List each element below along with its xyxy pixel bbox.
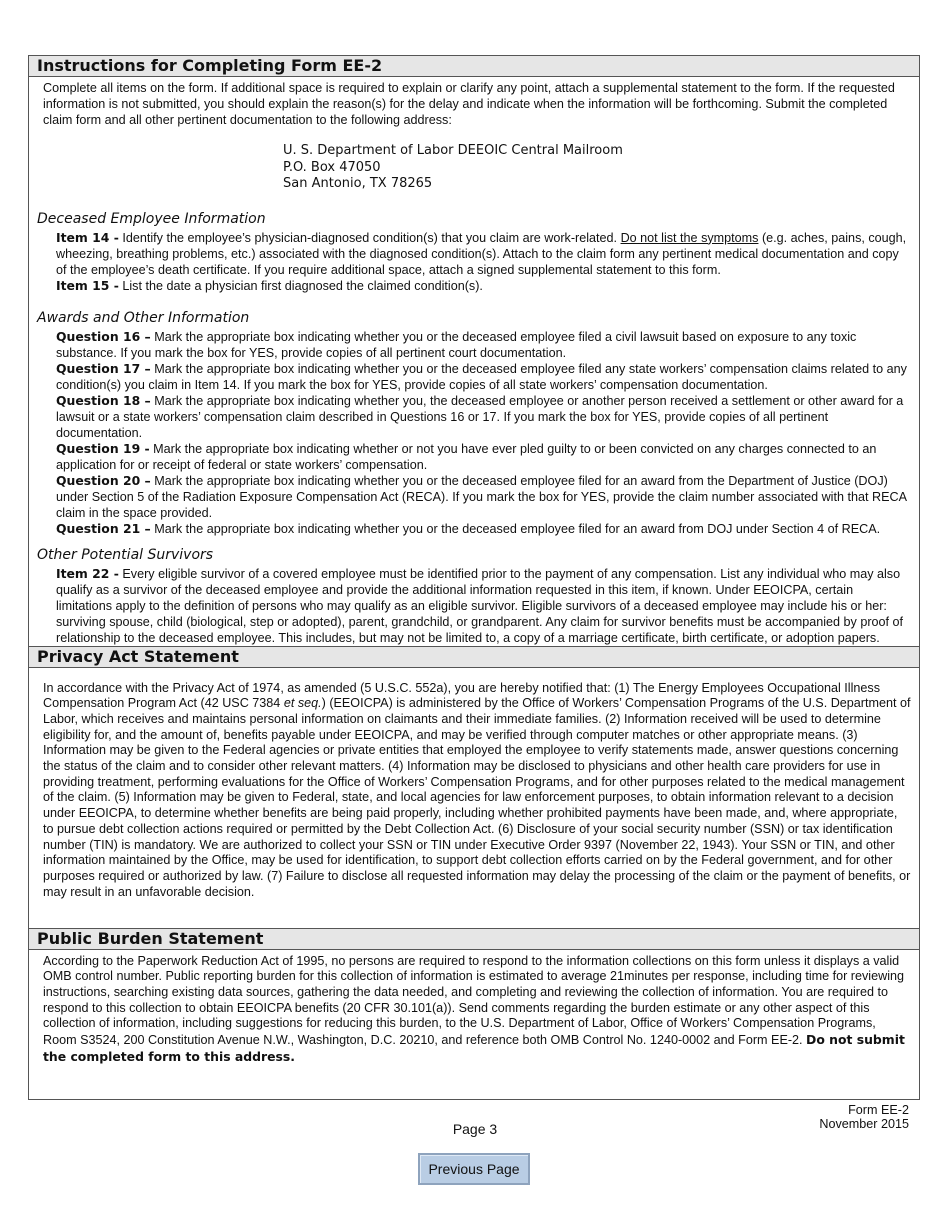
question-21 xyxy=(29,521,919,537)
deceased-heading: Deceased Employee Information xyxy=(37,210,266,227)
item-text: List the date a physician first diagnosed the claimed condition(s). xyxy=(118,278,483,293)
item-text: (e.g. aches, pains, cough, wheezing, breathing problems, etc.) associated with the diagnosed condition(s). Attach to the claim form any pertinent medical documentation and copy of the employee’s death certificate. If you require additional space, attach a signed supplemental statement to this form. xyxy=(56,230,907,277)
item-14 xyxy=(29,230,919,278)
item-text: Identify the employee’s physician-diagnosed condition(s) that you claim are work-related. xyxy=(118,230,621,245)
form-date: November 2015 xyxy=(819,1117,909,1131)
form-id: Form EE-2 xyxy=(848,1103,909,1117)
item-15 xyxy=(29,278,919,294)
previous-page-button[interactable]: Previous Page xyxy=(418,1153,530,1185)
burden-text: According to the Paperwork Reduction Act of 1995, no persons are required to respond to the information collections on this form unless it displays a valid OMB control number. Public reporting burden for this collection of information is estimated to average 21minutes per response, including time for reviewing instructions, searching existing data sources, gathering the data needed, and completing and reviewing the collection of information. You are required to respond to this collection to obtain EEOICPA benefits (20 CFR 30.101(a)). Send comments regarding the burden estimate or any other aspect of this collection of information, including suggestions for reducing this burden, to the U.S. Department of Labor, Office of Workers’ Compensation Programs, Room S3524, 200 Constitution Avenue N.W., Washington, D.C. 20210, and reference both OMB Control No. 1240-0002 and Form EE-2. xyxy=(43,953,905,1048)
question-label: Question 21 – xyxy=(56,520,151,536)
question-text: Mark the appropriate box indicating whether or not you have ever pled guilty to or been convicted on any charges connected to an application for or receipt of federal or state workers’ compensation. xyxy=(56,441,877,472)
privacy-italic: et seq. xyxy=(283,696,322,711)
address-line: P.O. Box 47050 xyxy=(283,159,381,175)
item-label: Item 14 - xyxy=(56,229,119,245)
item-underline: Do not list the symptoms xyxy=(620,230,759,245)
question-20 xyxy=(29,473,919,521)
item-text: Every eligible survivor of a covered employee must be identified prior to the payment of any compensation. List any individual who may also qualify as a survivor of the deceased employee and provide the additional information requested in this item, if known. Under EEOICPA, certain limitations apply to the definition of persons who may qualify as an eligible survivor. Eligible survivors of a deceased employee may include his or her: surviving spouse, child (biological, step or adopted), parent, grandchild, or grandparent. Any claim for survivor benefits must be accompanied by proof of relationship to the deceased employee. This includes, but may not be limited to, a copy of a marriage certificate, birth certificate, or adoption papers. xyxy=(56,566,904,645)
question-18 xyxy=(29,393,919,441)
question-text: Mark the appropriate box indicating whether you or the deceased employee filed any state workers’ compensation claims related to any condition(s) you claim in Item 14. If you mark the box for YES, provide copies of all state workers’ compensation documentation. xyxy=(56,361,907,392)
privacy-text: ) (EEOICPA) is administered by the Office of Workers’ Compensation Programs of the U.S. Department of Labor, which receives and maintains personal information on claimants and their immediate families. (2) Information received will be used to determine eligibility for, and the amount of, benefits payable under EEOICPA, and may be verified through computer matches or other appropriate means. (3) Information may be given to the Federal agencies or private entities that employed the employee to verify statements made, answer questions concerning the status of the claim and to consider other relevant matters. (4) Information may be disclosed to physicians and other health care providers for use in providing treatment, performing evaluations for the Office of Workers’ Compensation Programs, and for other purposes related to the medical management of the claim. (5) Information may be given to Federal, state, and local agencies for law enforcement purposes, to obtain information relevant to a decision under EEOICPA, to determine whether benefits are being paid properly, including whether prohibited payments have been made, and, where appropriate, to pursue debt collection actions required or permitted by the Debt Collection Act. (6) Disclosure of your social security number (SSN) or tax identification number (TIN) is mandatory. We are authorized to collect your SSN or TIN under Executive Order 9397 (November 22, 1943). Your SSN or TIN, and other information maintained by the Office, may be used for identification, to support debt collection efforts carried on by the Federal government, and for other purposes required or authorized by law. (7) Failure to disclose all requested information may delay the processing of the claim or the payment of benefits, or may result in an unfavorable decision. xyxy=(43,696,911,899)
privacy-text: In accordance with the Privacy Act of 1974, as amended (5 U.S.C. 552a), you are hereby notified that: (1) The Energy Employees Occupational Illness Compensation Program Act (42 USC 7384 xyxy=(43,680,881,711)
question-17 xyxy=(29,361,919,393)
burden-bold: Do not submit the completed form to this address. xyxy=(43,1032,905,1064)
question-text: Mark the appropriate box indicating whether you or the deceased employee filed a civil lawsuit based on exposure to any toxic substance. If you mark the box for YES, provide copies of all pertinent court documentation. xyxy=(56,329,857,360)
page-number: Page 3 xyxy=(452,1121,498,1137)
question-label: Question 18 – xyxy=(56,392,151,408)
question-19 xyxy=(29,441,919,473)
question-label: Question 19 - xyxy=(56,440,150,456)
question-text: Mark the appropriate box indicating whether you or the deceased employee filed for an award from the Department of Justice (DOJ) under Section 5 of the Radiation Exposure Compensation Act (RECA). If you mark the box for YES, provide the claim number associated with that RECA claim in the space provided. xyxy=(56,473,907,520)
question-16 xyxy=(29,329,919,361)
item-22 xyxy=(29,566,919,646)
address-line: U. S. Department of Labor DEEOIC Central Mailroom xyxy=(283,143,623,158)
address-line: San Antonio, TX 78265 xyxy=(283,176,433,191)
instructions-intro: Complete all items on the form. If additional space is required to explain or clarify any point, attach a supplemental statement to the form. If the requested information is not submitted, you should explain the reason(s) for the delay and indicate when the information will be forthcoming. Submit the completed claim form and all other pertinent documentation to the following address: xyxy=(43,81,895,127)
question-text: Mark the appropriate box indicating whether you, the deceased employee or another person received a settlement or other award for a lawsuit or a state workers’ compensation claim described in Questions 16 or 17. If you mark the box for YES, provide copies of all pertinent documentation. xyxy=(56,393,904,440)
burden-title: Public Burden Statement xyxy=(29,928,919,950)
question-label: Question 20 – xyxy=(56,472,151,488)
question-label: Question 16 – xyxy=(56,328,151,344)
awards-heading: Awards and Other Information xyxy=(37,309,250,326)
mailing-address xyxy=(283,143,919,193)
item-label: Item 15 - xyxy=(56,277,119,293)
item-label: Item 22 - xyxy=(56,565,119,581)
question-label: Question 17 – xyxy=(56,360,151,376)
privacy-title: Privacy Act Statement xyxy=(29,646,919,668)
question-text: Mark the appropriate box indicating whether you or the deceased employee filed for an award from DOJ under Section 4 of RECA. xyxy=(150,521,881,536)
burden-statement xyxy=(29,950,919,1066)
instructions-title: Instructions for Completing Form EE-2 xyxy=(29,56,919,77)
survivors-heading: Other Potential Survivors xyxy=(37,546,214,563)
privacy-statement xyxy=(29,668,919,928)
form-frame xyxy=(28,55,920,1100)
